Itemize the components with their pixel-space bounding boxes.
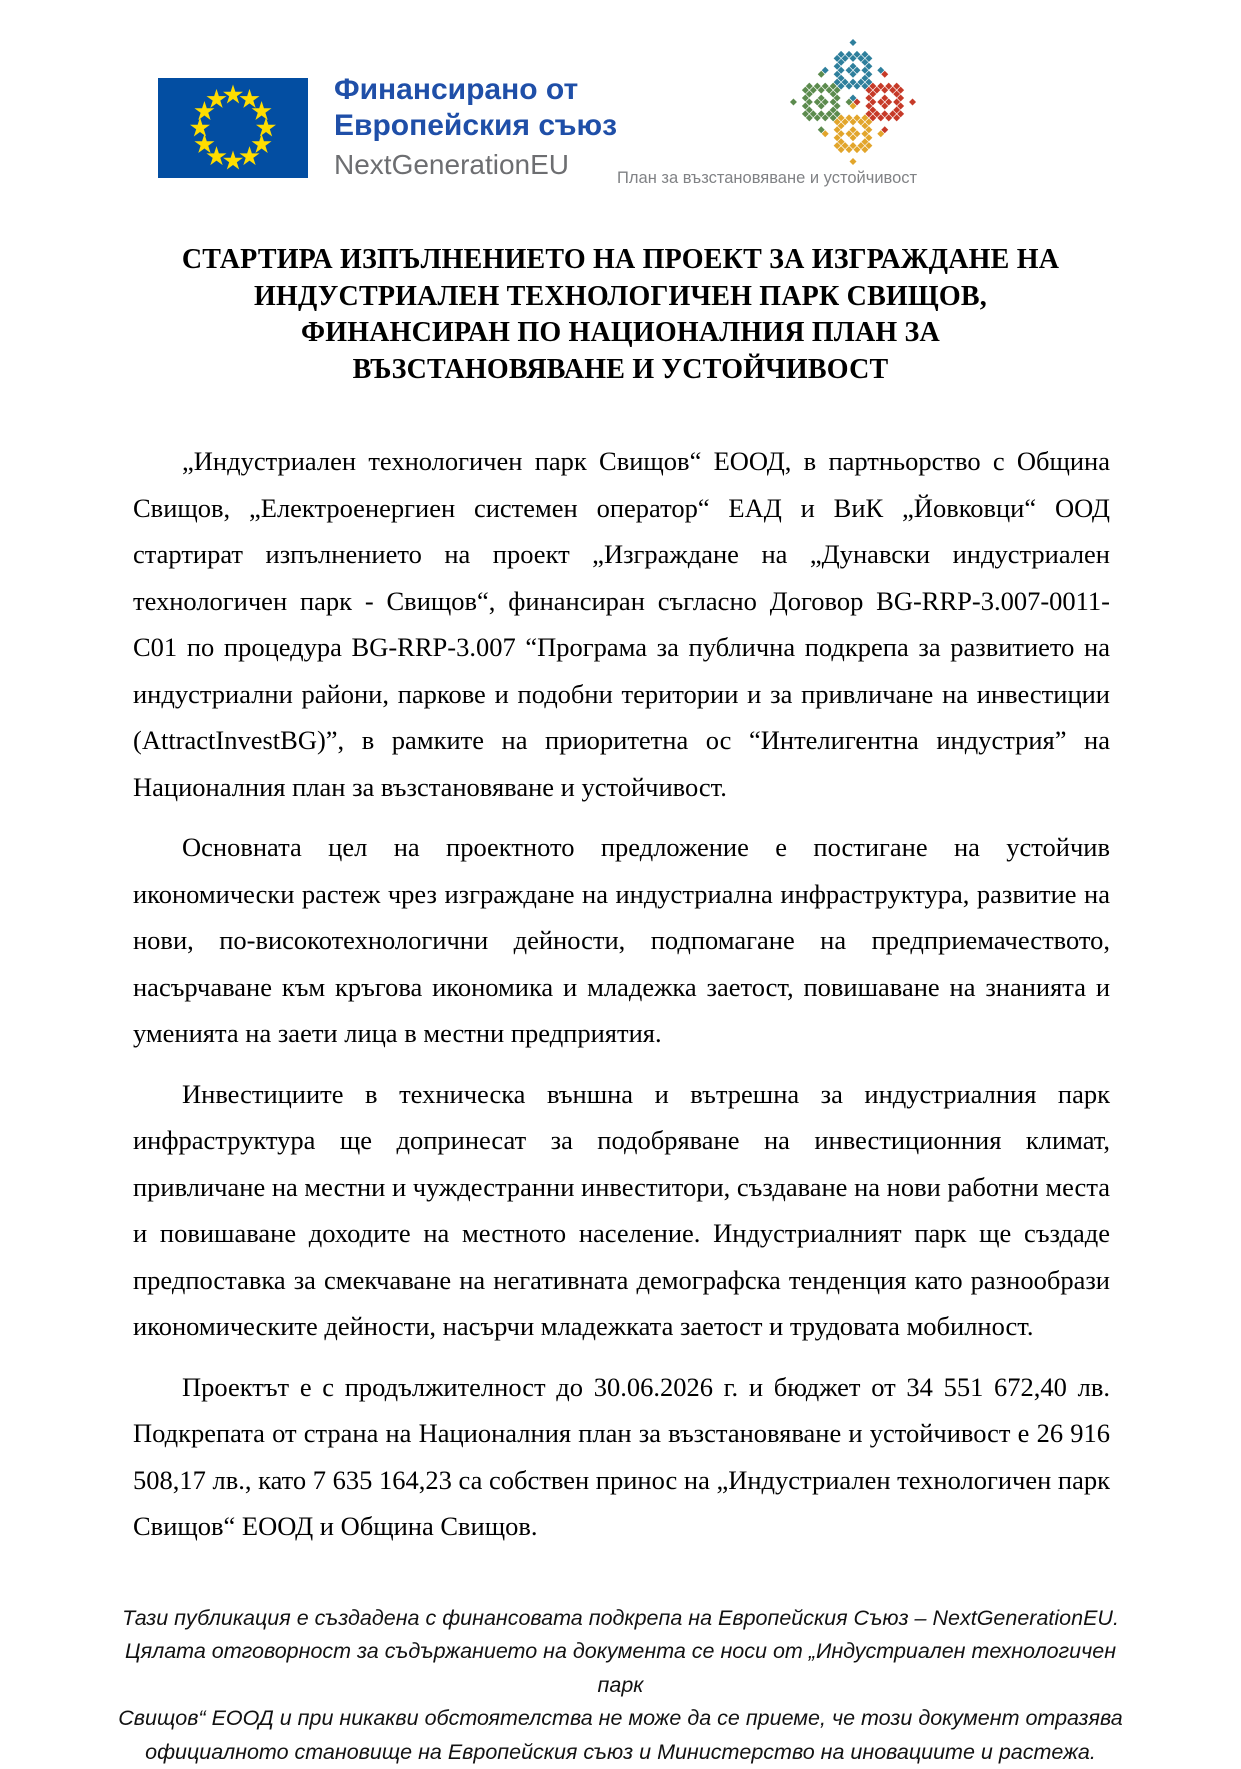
document-title [140, 242, 1101, 388]
eu-funding-text [334, 72, 617, 182]
title-line-4: ВЪЗСТАНОВЯВАНЕ И УСТОЙЧИВОСТ [140, 352, 1101, 389]
nrrp-logo-block [617, 38, 917, 188]
document-footer-disclaimer [110, 1602, 1131, 1769]
nrrp-caption: План за възстановяване и устойчивост [617, 168, 917, 188]
title-line-2: ИНДУСТРИАЛЕН ТЕХНОЛОГИЧЕН ПАРК СВИЩОВ, [140, 279, 1101, 316]
document-header [0, 0, 1241, 188]
title-line-3: ФИНАНСИРАН ПО НАЦИОНАЛНИЯ ПЛАН ЗА [140, 315, 1101, 352]
paragraph-project-start: „Индустриален технологичен парк Свищов“ ЕООД, в партньорство с Община Свищов, „Електроенергиен системен оператор“ ЕАД и ВиК „Йовковци“ ООД стартират изпълнението на проект „Изграждане на „Дунавски индустриален технологичен парк - Свищов“, финансиран съгласно Договор BG-RRP-3.007-0011-C01 по процедура BG-RRP-3.007 “Програма за публична подкрепа за развитието на индустриални райони, паркове и подобни територии и за привличане на инвестиции (AttractInvestBG)”, в рамките на приоритетна ос “Интелигентна индустрия” на Националния план за възстановяване и устойчивост. [133, 438, 1110, 810]
footer-line-3: Свищов“ ЕООД и при никакви обстоятелства не може да се приеме, че този документ отразява [110, 1702, 1131, 1736]
paragraph-project-goal: Основната цел на проектното предложение е постигане на устойчив икономически растеж чрез изграждане на индустриална инфраструктура, развитие на нови, по-високотехнологични дейности, подпомагане на предприемачеството, насърчаване към кръгова икономика и младежка заетост, повишаване на знанията и уменията на заети лица в местни предприятия. [133, 824, 1110, 1057]
title-line-1: СТАРТИРА ИЗПЪЛНЕНИЕТО НА ПРОЕКТ ЗА ИЗГРАЖДАНЕ НА [140, 242, 1101, 279]
funded-by-line2: Европейския съюз [334, 108, 617, 144]
footer-line-2: Цялата отговорност за съдържанието на документа се носи от „Индустриален технологичен парк [110, 1635, 1131, 1702]
nextgenerationeu-label: NextGenerationEU [334, 148, 617, 182]
funded-by-line1: Финансирано от [334, 72, 617, 108]
nrrp-shevitsa-diamond-icon [789, 38, 917, 166]
paragraph-investments: Инвестициите в техническа външна и вътрешна за индустриалния парк инфраструктура ще допринесат за подобряване на инвестиционния климат, привличане на местни и чуждестранни инвеститори, създаване на нови работни места и повишаване доходите на местното население. Индустриалният парк ще създаде предпоставка за смекчаване на негативната демографска тенденция като разнообрази икономическите дейности, насърчи младежката заетост и трудовата мобилност. [133, 1071, 1110, 1350]
document-body [133, 438, 1110, 1550]
eu-funding-logo [158, 78, 617, 182]
footer-line-1: Тази публикация е създадена с финансовата подкрепа на Европейския Съюз – NextGenerationEU. [110, 1602, 1131, 1636]
paragraph-budget: Проектът е с продължителност до 30.06.2026 г. и бюджет от 34 551 672,40 лв. Подкрепата от страна на Националния план за възстановяване и устойчивост е 26 916 508,17 лв., като 7 635 164,23 са собствен принос на „Индустриален технологичен парк Свищов“ ЕООД и Община Свищов. [133, 1364, 1110, 1550]
footer-line-4: официалното становище на Европейския съюз и Министерство на иновациите и растежа. [110, 1736, 1131, 1769]
eu-flag-icon [158, 78, 308, 178]
